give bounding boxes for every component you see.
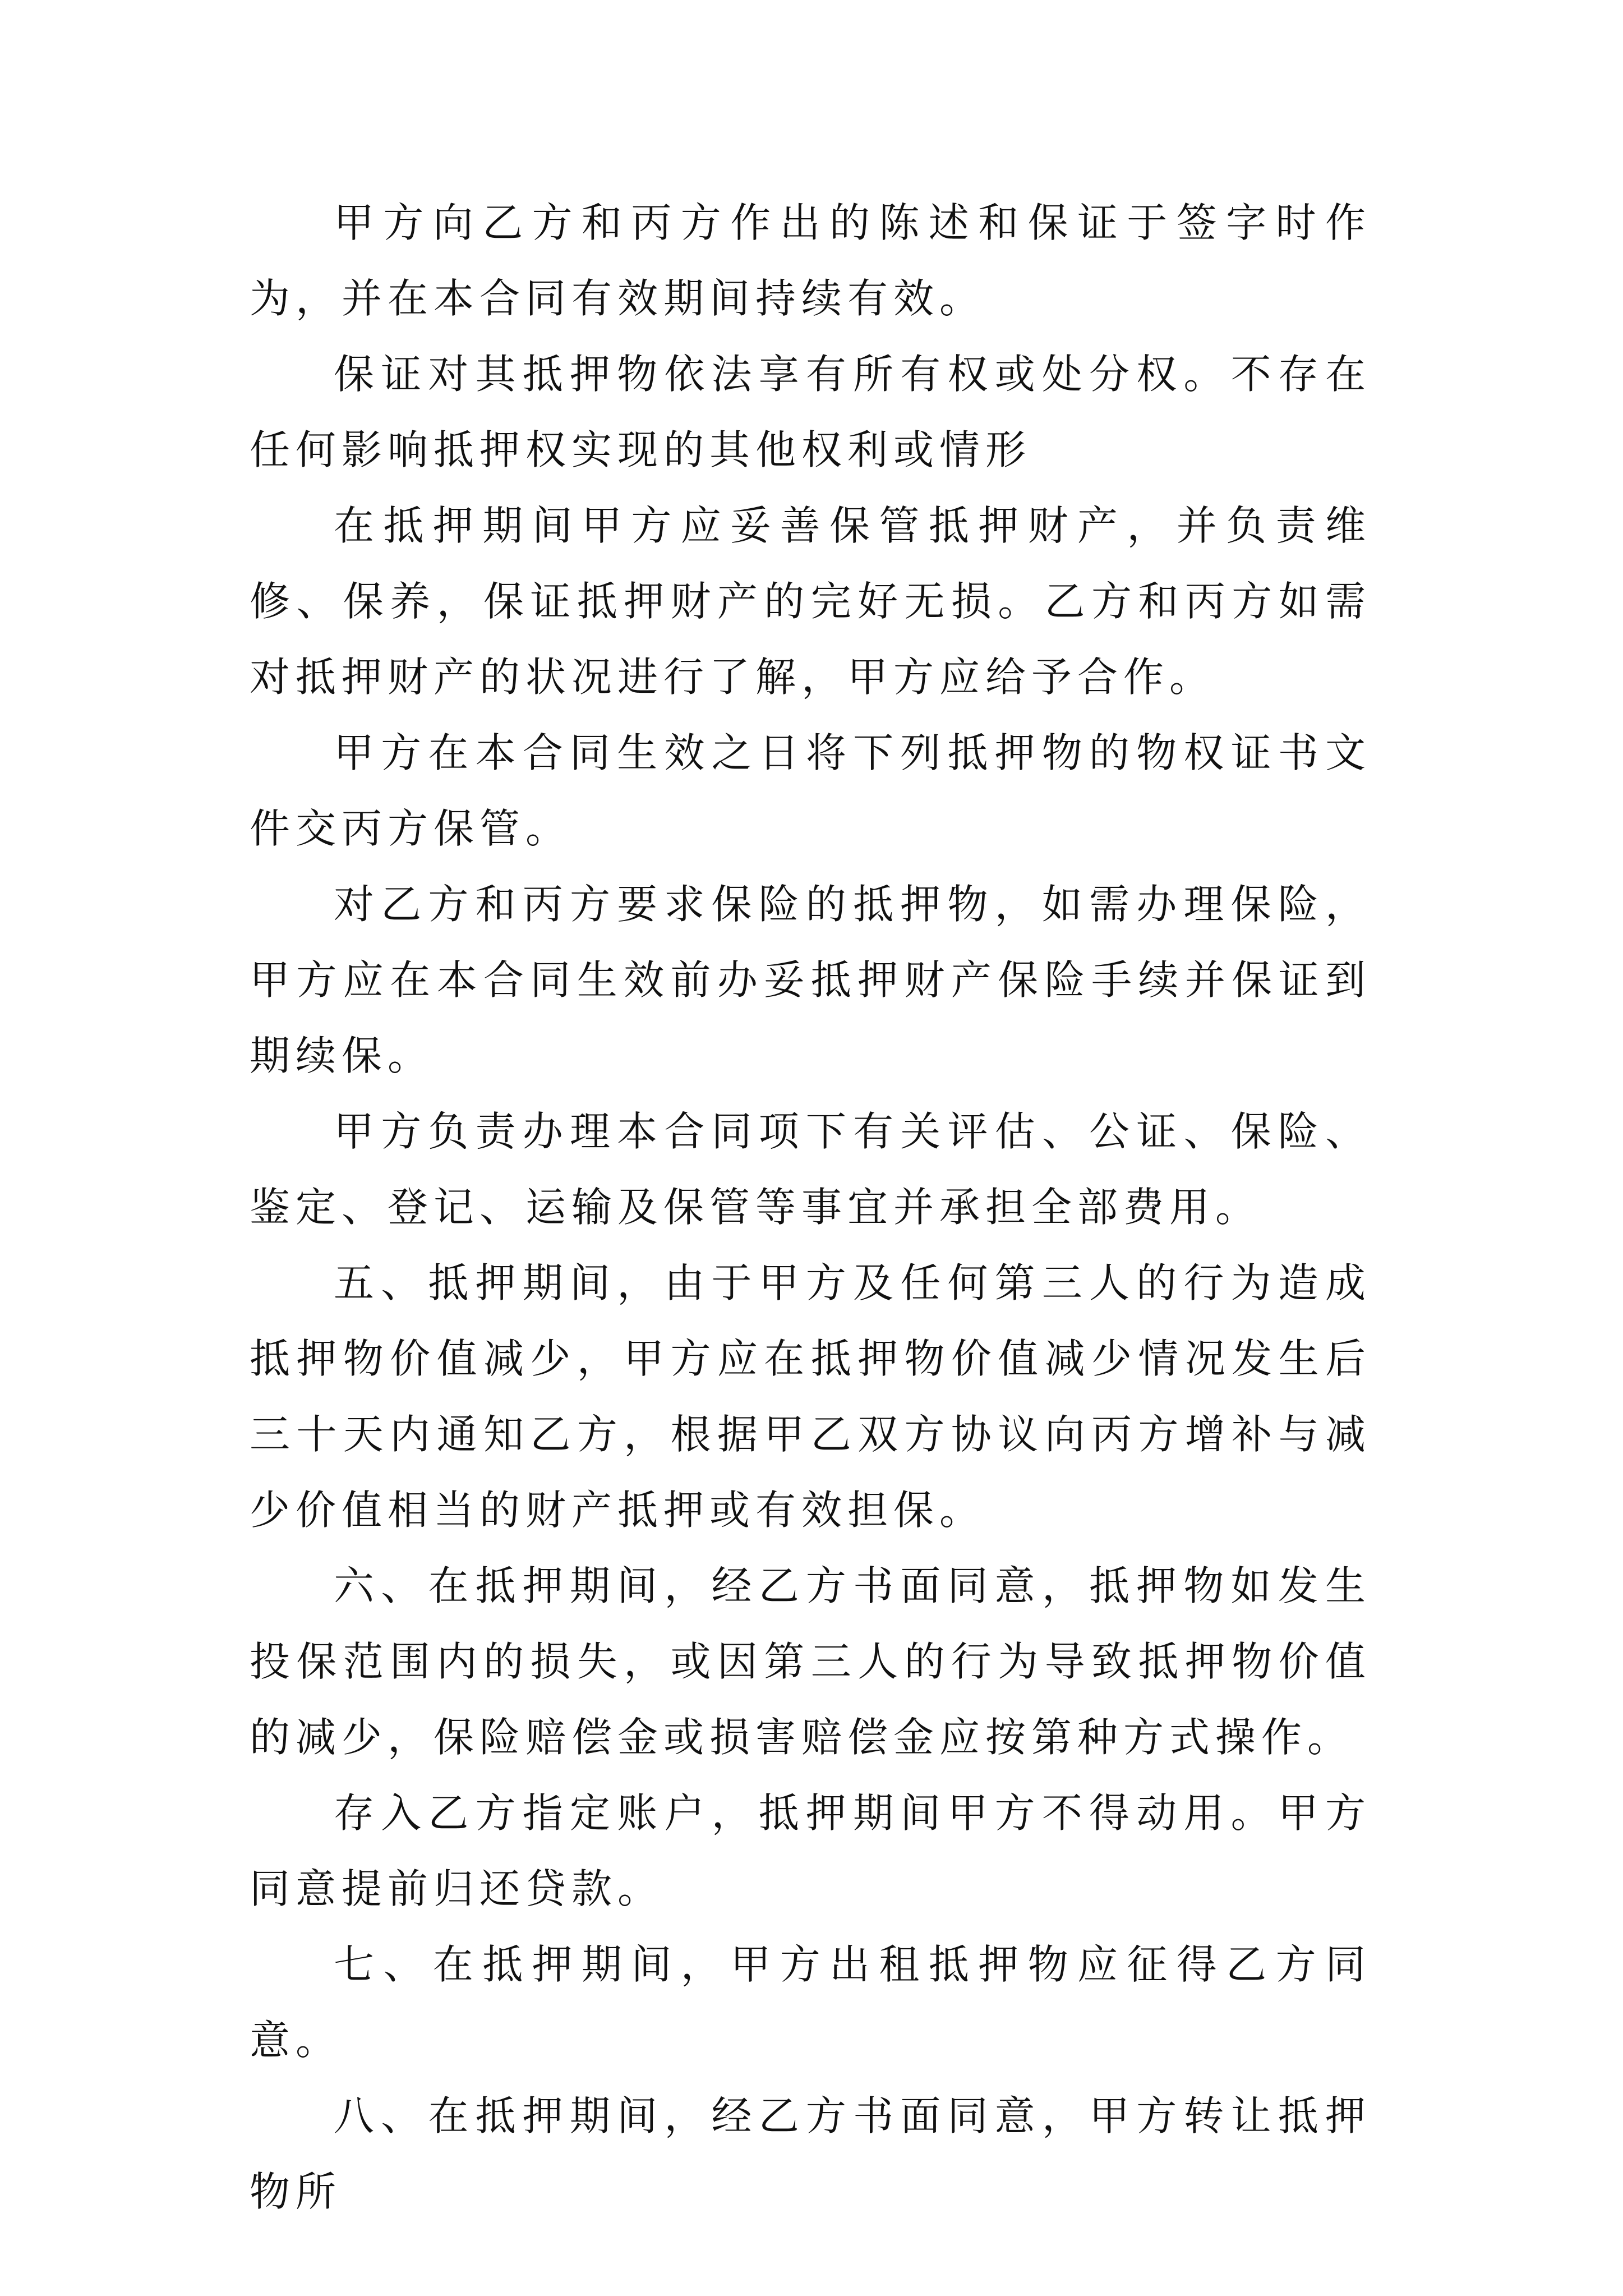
paragraph-10: 七、在抵押期间，甲方出租抵押物应征得乙方同意。 — [250, 1941, 1371, 2064]
paragraph-7: 五、抵押期间，由于甲方及任何第三人的行为造成抵押物价值减少，甲方应在抵押物价值减少情况发生后三十天内通知乙方，根据甲乙双方协议向丙方增补与减少价值相当的财产抵押或有效担保。 — [250, 1259, 1371, 1534]
paragraph-1: 甲方向乙方和丙方作出的陈述和保证于签字时作为，并在本合同有效期间持续有效。 — [250, 199, 1371, 322]
paragraph-5: 对乙方和丙方要求保险的抵押物，如需办理保险，甲方应在本合同生效前办妥抵押财产保险手续并保证到期续保。 — [250, 881, 1371, 1079]
paragraph-9: 存入乙方指定账户，抵押期间甲方不得动用。甲方同意提前归还贷款。 — [250, 1789, 1371, 1912]
document-body — [250, 185, 1371, 2230]
paragraph-11: 八、在抵押期间，经乙方书面同意，甲方转让抵押物所 — [250, 2092, 1371, 2215]
paragraph-6: 甲方负责办理本合同项下有关评估、公证、保险、鉴定、登记、运输及保管等事宜并承担全部费用。 — [250, 1108, 1371, 1231]
paragraph-3: 在抵押期间甲方应妥善保管抵押财产，并负责维修、保养，保证抵押财产的完好无损。乙方和丙方如需对抵押财产的状况进行了解，甲方应给予合作。 — [250, 502, 1371, 701]
paragraph-4: 甲方在本合同生效之日将下列抵押物的物权证书文件交丙方保管。 — [250, 729, 1371, 852]
paragraph-2: 保证对其抵押物依法享有所有权或处分权。不存在任何影响抵押权实现的其他权利或情形 — [250, 351, 1371, 473]
paragraph-8: 六、在抵押期间，经乙方书面同意，抵押物如发生投保范围内的损失，或因第三人的行为导致抵押物价值的减少，保险赔偿金或损害赔偿金应按第种方式操作。 — [250, 1562, 1371, 1761]
